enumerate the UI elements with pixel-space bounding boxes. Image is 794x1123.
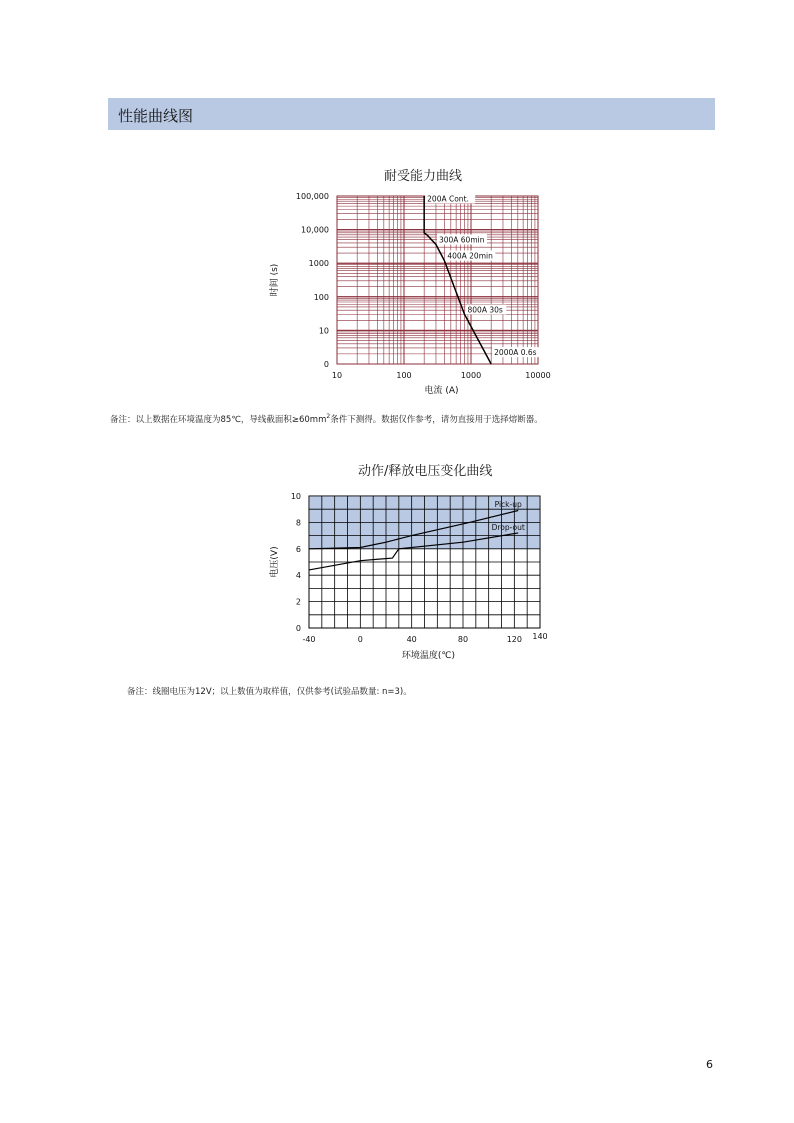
y-tick-label: 6 [295,544,301,554]
y-tick-label: 10 [318,326,329,336]
page-number: 6 [706,1058,713,1071]
curve-annotation: 400A 20min [447,251,493,261]
chart2-note: 备注：线圈电压为12V；以上数值为取样值，仅供参考(试验品数量: n=3)。 [127,687,412,697]
x-tick-label: 10000 [525,371,551,380]
y-tick-label: 100,000 [295,192,329,201]
series-label: Drop-out [491,522,525,532]
x-tick-label: 1000 [460,371,482,380]
x-tick-label: 100 [396,371,412,380]
x-tick-label: 10 [331,371,343,380]
x-tick-label: 80 [457,635,469,644]
chart1-title: 耐受能力曲线 [384,169,463,184]
y-tick-label: 8 [295,518,301,528]
x-tick-label: 40 [406,635,417,644]
y-axis-label: 电压(V) [270,546,280,578]
y-tick-label: 0 [323,360,329,369]
y-tick-label: 10,000 [301,225,329,235]
y-axis-label: 时间 (s) [270,263,280,297]
x-axis-label: 电流 (A) [424,386,459,396]
curve-annotation: 800A 30s [467,305,503,315]
curve-annotation: 2000A 0.6s [494,348,537,358]
x-tick-label: -40 [302,635,316,644]
y-tick-label: 2 [295,597,301,607]
x-tick-label: 120 [506,635,522,644]
x-tick-label: 140 [532,632,548,641]
chart1-note: 备注：以上数据在环境温度为85℃，导线截面积$\ge 60mm^2$条件下测得。数据仅作参考，请勿直接用于选择熔断器。 [110,413,543,425]
y-tick-label: 10 [290,492,301,501]
y-tick-label: 1000 [308,259,329,269]
x-tick-label: 0 [357,635,363,644]
section-title: 性能曲线图 [118,107,194,125]
y-tick-label: 0 [295,624,301,633]
series-label: Pick-up [494,500,522,509]
curve-annotation: 200A Cont. [427,194,469,204]
x-axis-label: 环境温度(℃) [401,651,456,661]
chart2-title: 动作/释放电压变化曲线 [358,464,493,479]
curve-annotation: 300A 60min [438,235,485,245]
y-tick-label: 100 [313,292,329,302]
y-tick-label: 4 [295,571,301,581]
